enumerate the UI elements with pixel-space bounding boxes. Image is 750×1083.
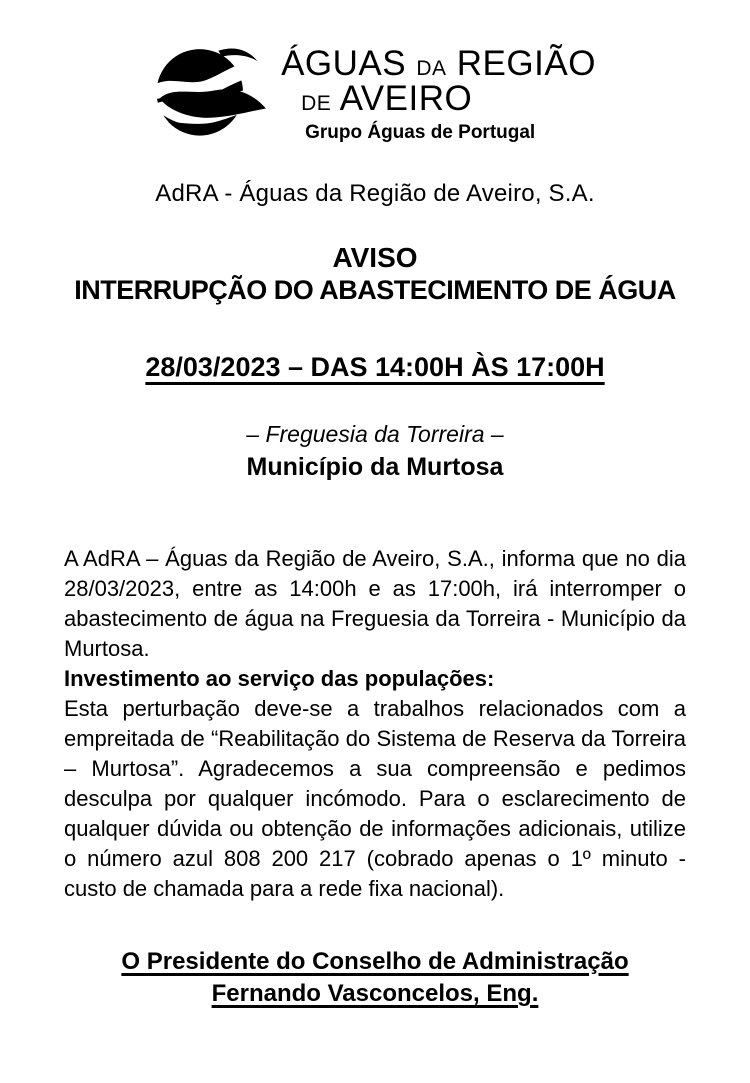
parish-line: – Freguesia da Torreira – xyxy=(246,421,504,447)
signature-name: Fernando Vasconcelos, Eng. xyxy=(211,980,539,1007)
notice-body xyxy=(64,544,686,904)
adra-logo-wordmark xyxy=(281,46,596,142)
notice-subtitle: INTERRUPÇÃO DO ABASTECIMENTO DE ÁGUA xyxy=(74,275,676,305)
logo-line-1: ÁGUAS DA REGIÃO xyxy=(281,44,596,84)
adra-logo xyxy=(0,0,750,144)
interruption-date: 28/03/2023 – DAS 14:00H ÀS 17:00H xyxy=(145,352,605,382)
logo-line-2: DE AVEIRO xyxy=(301,78,473,118)
company-name: AdRA - Águas da Região de Aveiro, S.A. xyxy=(155,180,595,207)
signature-title: O Presidente do Conselho de Administração xyxy=(121,948,629,975)
logo-group-subtitle: Grupo Águas de Portugal xyxy=(305,121,536,143)
body-paragraph-1: A AdRA – Águas da Região de Aveiro, S.A., informa que no dia 28/03/2023, entre as 14:00h e as 17:00h, irá interromper o abastecimento de água na Freguesia da Torreira - Município da Murtosa. xyxy=(64,546,686,661)
signature-block xyxy=(0,946,750,1010)
municipality-line: Município da Murtosa xyxy=(246,453,504,481)
adra-waves-sphere-icon xyxy=(154,44,271,144)
body-paragraph-2: Esta perturbação deve-se a trabalhos relacionados com a empreitada de “Reabilitação do Sistema de Reserva da Torreira – Murtosa”. Agradecemos a sua compreensão e pedimos desculpa por qualquer incómodo. Para o esclarecimento de qualquer dúvida ou obtenção de informações adicionais, utilize o número azul 808 200 217 (cobrado apenas o 1º minuto - custo de chamada para a rede fixa nacional). xyxy=(64,696,686,901)
investment-emphasis-line: Investimento ao serviço das populações: xyxy=(64,666,495,691)
notice-title: AVISO xyxy=(332,242,418,273)
